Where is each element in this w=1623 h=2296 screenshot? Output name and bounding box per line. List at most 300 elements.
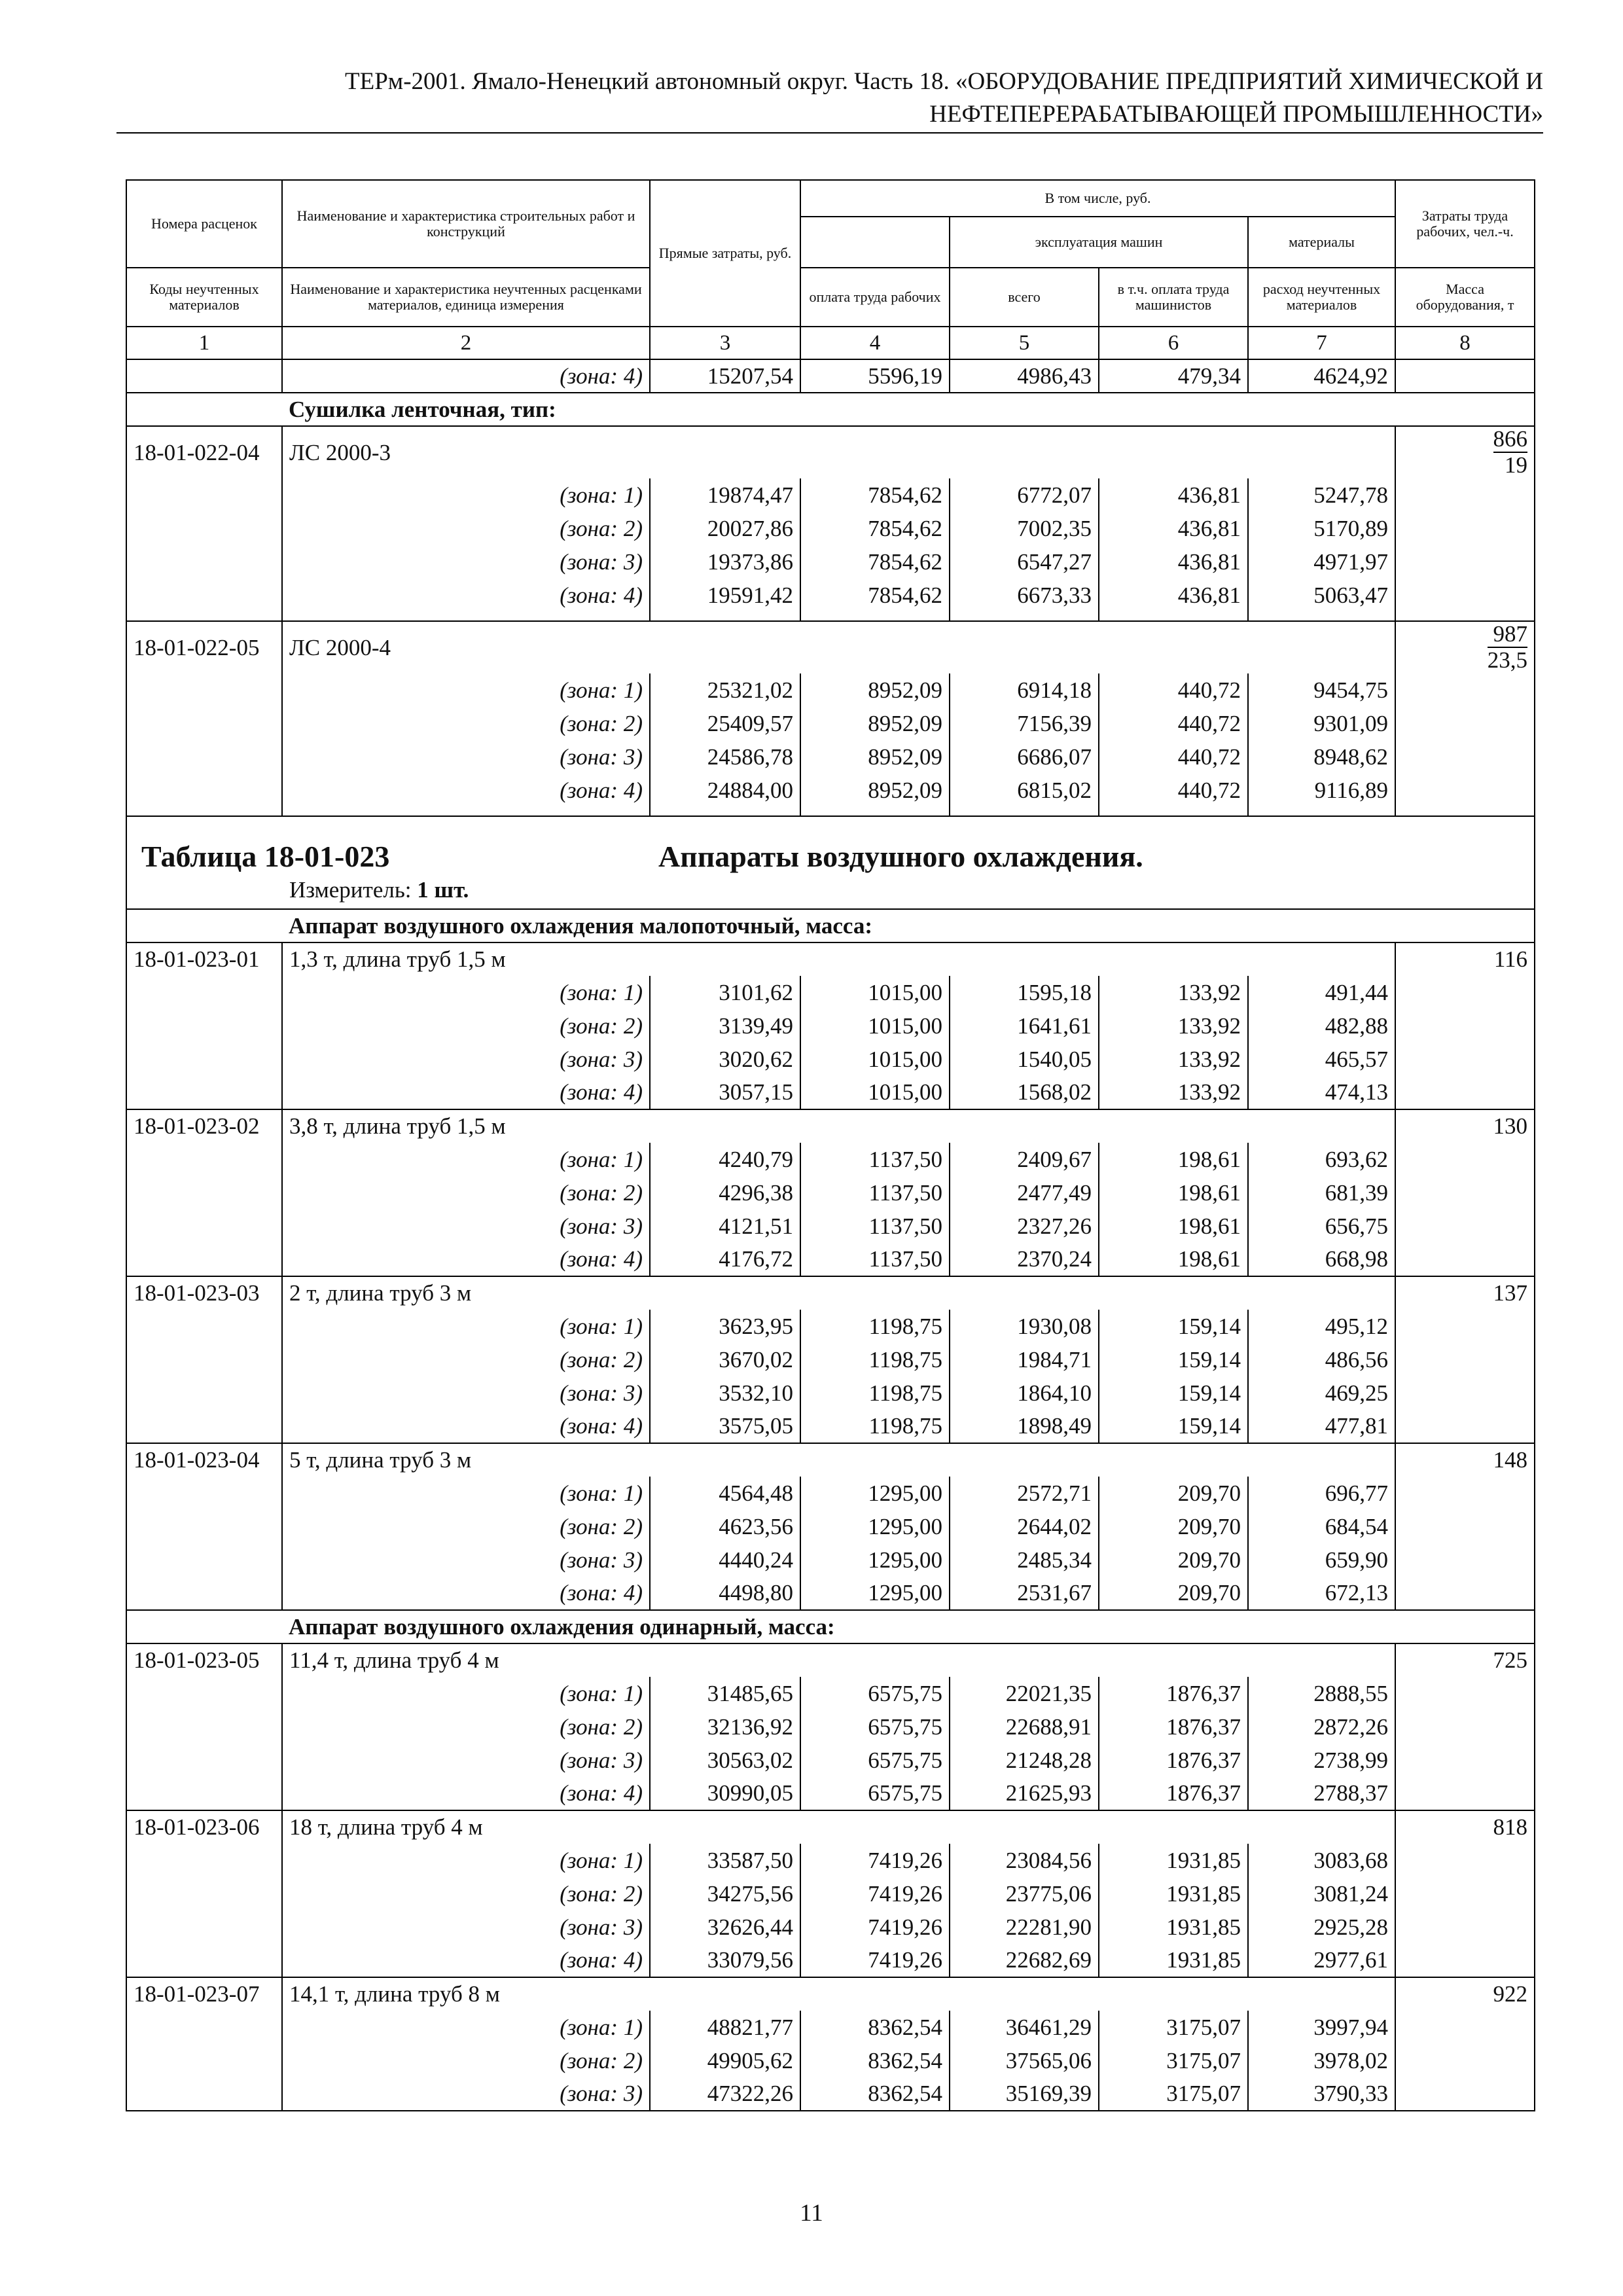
workers-pay-value: 8952,09 xyxy=(800,673,950,707)
empty-cell xyxy=(1395,1376,1535,1410)
machines-total-value: 36461,29 xyxy=(950,2011,1099,2044)
zone-row xyxy=(126,1009,1535,1043)
empty-cell xyxy=(126,2044,282,2077)
machines-total-value: 1641,61 xyxy=(950,1009,1099,1043)
machines-total-value: 2370,24 xyxy=(950,1243,1099,1276)
empty-cell xyxy=(1395,1877,1535,1910)
rate-name: 14,1 т, длина труб 8 м xyxy=(282,1977,1395,2011)
zone-label: (зона: 1) xyxy=(282,1844,650,1877)
measure-line xyxy=(140,877,1521,908)
empty-cell xyxy=(126,673,282,707)
workers-pay-value: 1015,00 xyxy=(800,1076,950,1109)
materials-value: 474,13 xyxy=(1248,1076,1395,1109)
machines-total-value: 6673,33 xyxy=(950,579,1099,612)
machinists-pay-value: 159,14 xyxy=(1099,1376,1248,1410)
rate-name: 2 т, длина труб 3 м xyxy=(282,1276,1395,1310)
header-line-1: ТЕРм-2001. Ямало-Ненецкий автономный округ. Часть 18. «ОБОРУДОВАНИЕ ПРЕДПРИЯТИЙ ХИМИЧЕСКОЙ И xyxy=(345,68,1543,95)
rate-row xyxy=(126,1443,1535,1477)
zone-row xyxy=(126,774,1535,807)
empty-cell xyxy=(126,1710,282,1744)
rate-code: 18-01-023-03 xyxy=(126,1276,282,1310)
empty-cell xyxy=(126,740,282,774)
zone-row xyxy=(126,976,1535,1009)
empty-cell xyxy=(126,1310,282,1343)
labor-value: 866 xyxy=(1493,426,1528,452)
rate-code: 18-01-023-05 xyxy=(126,1643,282,1677)
rate-code: 18-01-023-04 xyxy=(126,1443,282,1477)
machinists-pay-value: 133,92 xyxy=(1099,1076,1248,1109)
materials-value: 5170,89 xyxy=(1248,512,1395,545)
zone-label: (зона: 3) xyxy=(282,1043,650,1076)
machines-total-value: 2644,02 xyxy=(950,1510,1099,1543)
materials-value: 8948,62 xyxy=(1248,740,1395,774)
empty-cell xyxy=(1099,807,1248,816)
empty-cell xyxy=(126,1577,282,1610)
machines-total-value: 2477,49 xyxy=(950,1176,1099,1210)
empty-cell xyxy=(1395,1143,1535,1176)
zone-label: (зона: 2) xyxy=(282,1510,650,1543)
materials-value: 9301,09 xyxy=(1248,707,1395,740)
zone-row xyxy=(126,1944,1535,1977)
empty-cell xyxy=(126,1844,282,1877)
empty-cell xyxy=(1395,1910,1535,1944)
empty-cell xyxy=(126,1944,282,1977)
empty-cell xyxy=(126,1877,282,1910)
machines-total-value: 1864,10 xyxy=(950,1376,1099,1410)
machinists-pay-value: 3175,07 xyxy=(1099,2044,1248,2077)
machines-total-value: 1984,71 xyxy=(950,1343,1099,1376)
machinists-pay-value: 436,81 xyxy=(1099,512,1248,545)
zone-row xyxy=(126,2077,1535,2111)
spacer-row xyxy=(126,807,1535,816)
zone-row xyxy=(126,478,1535,512)
machines-total-value: 21625,93 xyxy=(950,1777,1099,1810)
materials-value: 2888,55 xyxy=(1248,1677,1395,1710)
machinists-pay-value: 1931,85 xyxy=(1099,1844,1248,1877)
zone-row xyxy=(126,1310,1535,1343)
workers-pay-value: 7419,26 xyxy=(800,1944,950,1977)
direct-costs-value: 33587,50 xyxy=(650,1844,800,1877)
zone-row xyxy=(126,707,1535,740)
th-workers-pay: оплата труда рабочих xyxy=(800,268,950,327)
empty-cell xyxy=(1395,512,1535,545)
machines-total-value: 1595,18 xyxy=(950,976,1099,1009)
empty-cell xyxy=(1395,359,1535,393)
zone-label: (зона: 1) xyxy=(282,1477,650,1510)
empty-cell xyxy=(1395,2077,1535,2111)
empty-cell xyxy=(126,1243,282,1276)
workers-pay-value: 7419,26 xyxy=(800,1844,950,1877)
zone-row xyxy=(126,359,1535,393)
materials-value: 3978,02 xyxy=(1248,2044,1395,2077)
machinists-pay-value: 198,61 xyxy=(1099,1210,1248,1243)
rate-row xyxy=(126,1643,1535,1677)
workers-pay-value: 1198,75 xyxy=(800,1376,950,1410)
empty-cell xyxy=(126,909,282,942)
workers-pay-value: 7854,62 xyxy=(800,579,950,612)
empty-cell xyxy=(126,1744,282,1777)
empty-cell xyxy=(1395,1844,1535,1877)
zone-label: (зона: 4) xyxy=(282,1577,650,1610)
direct-costs-value: 3057,15 xyxy=(650,1076,800,1109)
labor-mass-cell xyxy=(1395,621,1535,673)
empty-cell xyxy=(1395,740,1535,774)
zone-row xyxy=(126,1043,1535,1076)
labor-value: 148 xyxy=(1395,1443,1535,1477)
machines-total-value: 6686,07 xyxy=(950,740,1099,774)
zone-row xyxy=(126,1376,1535,1410)
machines-total-value: 22281,90 xyxy=(950,1910,1099,1944)
direct-costs-value: 4440,24 xyxy=(650,1543,800,1577)
empty-cell xyxy=(126,1543,282,1577)
materials-value: 4971,97 xyxy=(1248,545,1395,579)
zone-row xyxy=(126,1744,1535,1777)
zone-label: (зона: 1) xyxy=(282,478,650,512)
group-title: Аппарат воздушного охлаждения одинарный, масса: xyxy=(282,1610,1535,1643)
workers-pay-value: 7419,26 xyxy=(800,1877,950,1910)
machines-total-value: 1898,49 xyxy=(950,1410,1099,1443)
zone-label: (зона: 4) xyxy=(282,1076,650,1109)
materials-value: 465,57 xyxy=(1248,1043,1395,1076)
machines-total-value: 6547,27 xyxy=(950,545,1099,579)
direct-costs-value: 4623,56 xyxy=(650,1510,800,1543)
materials-value: 693,62 xyxy=(1248,1143,1395,1176)
column-number: 4 xyxy=(800,327,950,359)
workers-pay-value: 7854,62 xyxy=(800,545,950,579)
workers-pay-value: 7419,26 xyxy=(800,1910,950,1944)
materials-value: 2738,99 xyxy=(1248,1744,1395,1777)
machinists-pay-value: 133,92 xyxy=(1099,976,1248,1009)
rate-code: 18-01-023-06 xyxy=(126,1810,282,1844)
workers-pay-value: 1198,75 xyxy=(800,1343,950,1376)
empty-cell xyxy=(800,612,950,621)
empty-cell xyxy=(1395,1076,1535,1109)
header-line-2: НЕФТЕПЕРЕРАБАТЫВАЮЩЕЙ ПРОМЫШЛЕННОСТИ» xyxy=(929,101,1543,128)
machinists-pay-value: 159,14 xyxy=(1099,1310,1248,1343)
zone-row xyxy=(126,1577,1535,1610)
zone-row xyxy=(126,2011,1535,2044)
machinists-pay-value: 1876,37 xyxy=(1099,1744,1248,1777)
empty-cell xyxy=(282,807,650,816)
workers-pay-value: 6575,75 xyxy=(800,1777,950,1810)
empty-cell xyxy=(1395,1944,1535,1977)
zone-row xyxy=(126,1877,1535,1910)
zone-row xyxy=(126,1777,1535,1810)
empty-cell xyxy=(126,976,282,1009)
column-number: 7 xyxy=(1248,327,1395,359)
empty-cell xyxy=(1395,1210,1535,1243)
empty-cell xyxy=(1395,478,1535,512)
th-equipment-mass: Масса оборудования, т xyxy=(1395,268,1535,327)
zone-label: (зона: 2) xyxy=(282,1877,650,1910)
zone-label: (зона: 4) xyxy=(282,1944,650,1977)
direct-costs-value: 33079,56 xyxy=(650,1944,800,1977)
machines-total-value: 22021,35 xyxy=(950,1677,1099,1710)
machines-total-value: 6815,02 xyxy=(950,774,1099,807)
materials-value: 3083,68 xyxy=(1248,1844,1395,1877)
empty-cell xyxy=(126,807,282,816)
zone-label: (зона: 3) xyxy=(282,1910,650,1944)
zone-label: (зона: 1) xyxy=(282,1310,650,1343)
group-title: Сушилка ленточная, тип: xyxy=(282,393,1535,426)
labor-mass-fraction xyxy=(1488,622,1527,673)
empty-cell xyxy=(126,1176,282,1210)
direct-costs-value: 20027,86 xyxy=(650,512,800,545)
workers-pay-value: 1015,00 xyxy=(800,1009,950,1043)
direct-costs-value: 3020,62 xyxy=(650,1043,800,1076)
empty-cell xyxy=(126,1777,282,1810)
th-including: В том числе, руб. xyxy=(800,180,1395,217)
zone-label: (зона: 2) xyxy=(282,512,650,545)
table-body xyxy=(126,359,1535,2111)
group-title-row xyxy=(126,1610,1535,1643)
zone-label: (зона: 4) xyxy=(282,1777,650,1810)
machines-total-value: 1930,08 xyxy=(950,1310,1099,1343)
machinists-pay-value: 479,34 xyxy=(1099,359,1248,393)
materials-value: 477,81 xyxy=(1248,1410,1395,1443)
rate-code: 18-01-023-02 xyxy=(126,1109,282,1143)
empty-cell xyxy=(1395,673,1535,707)
machines-total-value: 7002,35 xyxy=(950,512,1099,545)
zone-label: (зона: 1) xyxy=(282,2011,650,2044)
empty-cell xyxy=(1395,1343,1535,1376)
machines-total-value: 35169,39 xyxy=(950,2077,1099,2111)
empty-cell xyxy=(126,393,282,426)
empty-cell xyxy=(950,612,1099,621)
empty-cell xyxy=(1395,1543,1535,1577)
zone-row xyxy=(126,1477,1535,1510)
workers-pay-value: 6575,75 xyxy=(800,1677,950,1710)
workers-pay-value: 7854,62 xyxy=(800,478,950,512)
zone-row xyxy=(126,512,1535,545)
direct-costs-value: 25409,57 xyxy=(650,707,800,740)
materials-value: 672,13 xyxy=(1248,1577,1395,1610)
rate-row xyxy=(126,426,1535,478)
measure-value: 1 шт. xyxy=(417,877,469,903)
direct-costs-value: 24586,78 xyxy=(650,740,800,774)
machinists-pay-value: 436,81 xyxy=(1099,545,1248,579)
table-header xyxy=(126,180,1535,359)
empty-cell xyxy=(1395,612,1535,621)
mass-value: 23,5 xyxy=(1487,647,1528,673)
empty-cell xyxy=(126,1410,282,1443)
direct-costs-value: 3575,05 xyxy=(650,1410,800,1443)
machinists-pay-value: 209,70 xyxy=(1099,1510,1248,1543)
rate-code: 18-01-023-01 xyxy=(126,942,282,976)
empty-cell xyxy=(126,1610,282,1643)
materials-value: 482,88 xyxy=(1248,1009,1395,1043)
direct-costs-value: 4121,51 xyxy=(650,1210,800,1243)
th-material-names: Наименование и характеристика неучтенных расценками материалов, единица измерения xyxy=(282,268,650,327)
column-number: 5 xyxy=(950,327,1099,359)
th-rate-numbers: Номера расценок xyxy=(126,180,282,268)
empty-cell xyxy=(126,2011,282,2044)
empty-cell xyxy=(126,1210,282,1243)
rate-row xyxy=(126,1810,1535,1844)
zone-row xyxy=(126,1243,1535,1276)
machines-total-value: 2409,67 xyxy=(950,1143,1099,1176)
table-title-row xyxy=(126,816,1535,909)
direct-costs-value: 4240,79 xyxy=(650,1143,800,1176)
machines-total-value: 2531,67 xyxy=(950,1577,1099,1610)
direct-costs-value: 19874,47 xyxy=(650,478,800,512)
machinists-pay-value: 1931,85 xyxy=(1099,1944,1248,1977)
group-dryer xyxy=(126,393,1535,426)
machinists-pay-value: 440,72 xyxy=(1099,774,1248,807)
zone-row xyxy=(126,1410,1535,1443)
rate-name: 18 т, длина труб 4 м xyxy=(282,1810,1395,1844)
empty-cell xyxy=(1395,1410,1535,1443)
machines-total-value: 6914,18 xyxy=(950,673,1099,707)
labor-mass-fraction xyxy=(1493,427,1528,478)
page-number: 11 xyxy=(800,2200,823,2227)
labor-value: 987 xyxy=(1488,622,1527,648)
rate-code: 18-01-022-04 xyxy=(126,426,282,478)
empty-cell xyxy=(126,512,282,545)
th-direct-costs: Прямые затраты, руб. xyxy=(650,180,800,327)
direct-costs-value: 4296,38 xyxy=(650,1176,800,1210)
machines-total-value: 2485,34 xyxy=(950,1543,1099,1577)
th-unaccounted-materials: расход неучтенных материалов xyxy=(1248,268,1395,327)
zone-label: (зона: 2) xyxy=(282,1009,650,1043)
empty-cell xyxy=(126,1143,282,1176)
zone-row xyxy=(126,673,1535,707)
empty-cell xyxy=(1395,1510,1535,1543)
zone-label: (зона: 2) xyxy=(282,1710,650,1744)
machinists-pay-value: 3175,07 xyxy=(1099,2077,1248,2111)
direct-costs-value: 30990,05 xyxy=(650,1777,800,1810)
zone-label: (зона: 3) xyxy=(282,1744,650,1777)
direct-costs-value: 19591,42 xyxy=(650,579,800,612)
empty-cell xyxy=(1395,1043,1535,1076)
direct-costs-value: 24884,00 xyxy=(650,774,800,807)
direct-costs-value: 31485,65 xyxy=(650,1677,800,1710)
workers-pay-value: 8362,54 xyxy=(800,2011,950,2044)
direct-costs-value: 19373,86 xyxy=(650,545,800,579)
materials-value: 9116,89 xyxy=(1248,774,1395,807)
column-number: 8 xyxy=(1395,327,1535,359)
th-machinists-pay: в т.ч. оплата труда машинистов xyxy=(1099,268,1248,327)
th-material-codes: Коды неучтенных материалов xyxy=(126,268,282,327)
empty-cell xyxy=(126,1376,282,1410)
direct-costs-value: 34275,56 xyxy=(650,1877,800,1910)
machinists-pay-value: 1931,85 xyxy=(1099,1910,1248,1944)
empty-cell xyxy=(126,1009,282,1043)
zone-row xyxy=(126,740,1535,774)
zone-label: (зона: 1) xyxy=(282,1143,650,1176)
machinists-pay-value: 159,14 xyxy=(1099,1343,1248,1376)
labor-value: 725 xyxy=(1395,1643,1535,1677)
direct-costs-value: 48821,77 xyxy=(650,2011,800,2044)
labor-value: 116 xyxy=(1395,942,1535,976)
zone-row xyxy=(126,1510,1535,1543)
spacer-row xyxy=(126,612,1535,621)
rate-name: 11,4 т, длина труб 4 м xyxy=(282,1643,1395,1677)
empty-cell xyxy=(1395,807,1535,816)
empty-cell xyxy=(126,359,282,393)
direct-costs-value: 3101,62 xyxy=(650,976,800,1009)
materials-value: 684,54 xyxy=(1248,1510,1395,1543)
empty-cell xyxy=(1248,612,1395,621)
empty-cell xyxy=(650,807,800,816)
empty-cell xyxy=(282,612,650,621)
empty-cell xyxy=(126,1677,282,1710)
machinists-pay-value: 198,61 xyxy=(1099,1143,1248,1176)
workers-pay-value: 7854,62 xyxy=(800,512,950,545)
zone-row xyxy=(126,1543,1535,1577)
labor-mass-cell xyxy=(1395,426,1535,478)
direct-costs-value: 3623,95 xyxy=(650,1310,800,1343)
empty-cell xyxy=(1248,807,1395,816)
direct-costs-value: 3670,02 xyxy=(650,1343,800,1376)
machinists-pay-value: 209,70 xyxy=(1099,1477,1248,1510)
empty-cell xyxy=(1395,976,1535,1009)
machinists-pay-value: 209,70 xyxy=(1099,1577,1248,1610)
zone-label: (зона: 2) xyxy=(282,2044,650,2077)
empty-cell xyxy=(800,807,950,816)
rate-name: ЛС 2000-4 xyxy=(282,621,1395,673)
zone-row xyxy=(126,1710,1535,1744)
materials-value: 2788,37 xyxy=(1248,1777,1395,1810)
zone-row xyxy=(126,1176,1535,1210)
materials-value: 469,25 xyxy=(1248,1376,1395,1410)
table-title-cell xyxy=(126,816,1535,909)
zone-label: (зона: 4) xyxy=(282,1410,650,1443)
empty-cell xyxy=(1395,1009,1535,1043)
zone-row xyxy=(126,2044,1535,2077)
empty-cell xyxy=(1395,1744,1535,1777)
machinists-pay-value: 440,72 xyxy=(1099,740,1248,774)
direct-costs-value: 32626,44 xyxy=(650,1910,800,1944)
labor-value: 922 xyxy=(1395,1977,1535,2011)
zone-row xyxy=(126,1343,1535,1376)
table-title: Аппараты воздушного охлаждения. xyxy=(658,840,1143,873)
workers-pay-value: 1015,00 xyxy=(800,976,950,1009)
machines-total-value: 4986,43 xyxy=(950,359,1099,393)
workers-pay-value: 8952,09 xyxy=(800,707,950,740)
zone-label: (зона: 1) xyxy=(282,1677,650,1710)
zone-label: (зона: 1) xyxy=(282,673,650,707)
direct-costs-value: 32136,92 xyxy=(650,1710,800,1744)
empty-cell xyxy=(126,478,282,512)
rate-name: 5 т, длина труб 3 м xyxy=(282,1443,1395,1477)
zone-row xyxy=(126,1677,1535,1710)
materials-value: 659,90 xyxy=(1248,1543,1395,1577)
zone-label: (зона: 3) xyxy=(282,545,650,579)
direct-costs-value: 3532,10 xyxy=(650,1376,800,1410)
rate-row xyxy=(126,942,1535,976)
rate-row xyxy=(126,1276,1535,1310)
labor-value: 130 xyxy=(1395,1109,1535,1143)
empty-cell xyxy=(1395,1677,1535,1710)
empty-cell xyxy=(1395,2044,1535,2077)
materials-value: 2977,61 xyxy=(1248,1944,1395,1977)
rate-row xyxy=(126,1109,1535,1143)
direct-costs-value: 3139,49 xyxy=(650,1009,800,1043)
empty-cell xyxy=(650,612,800,621)
column-numbers-row xyxy=(126,327,1535,359)
workers-pay-value: 1295,00 xyxy=(800,1510,950,1543)
materials-value: 3790,33 xyxy=(1248,2077,1395,2111)
zone-label: (зона: 4) xyxy=(282,359,650,393)
workers-pay-value: 1015,00 xyxy=(800,1043,950,1076)
materials-value: 696,77 xyxy=(1248,1477,1395,1510)
machinists-pay-value: 198,61 xyxy=(1099,1243,1248,1276)
materials-value: 668,98 xyxy=(1248,1243,1395,1276)
zone-label: (зона: 2) xyxy=(282,1176,650,1210)
machines-total-value: 37565,06 xyxy=(950,2044,1099,2077)
page-header xyxy=(116,65,1543,134)
